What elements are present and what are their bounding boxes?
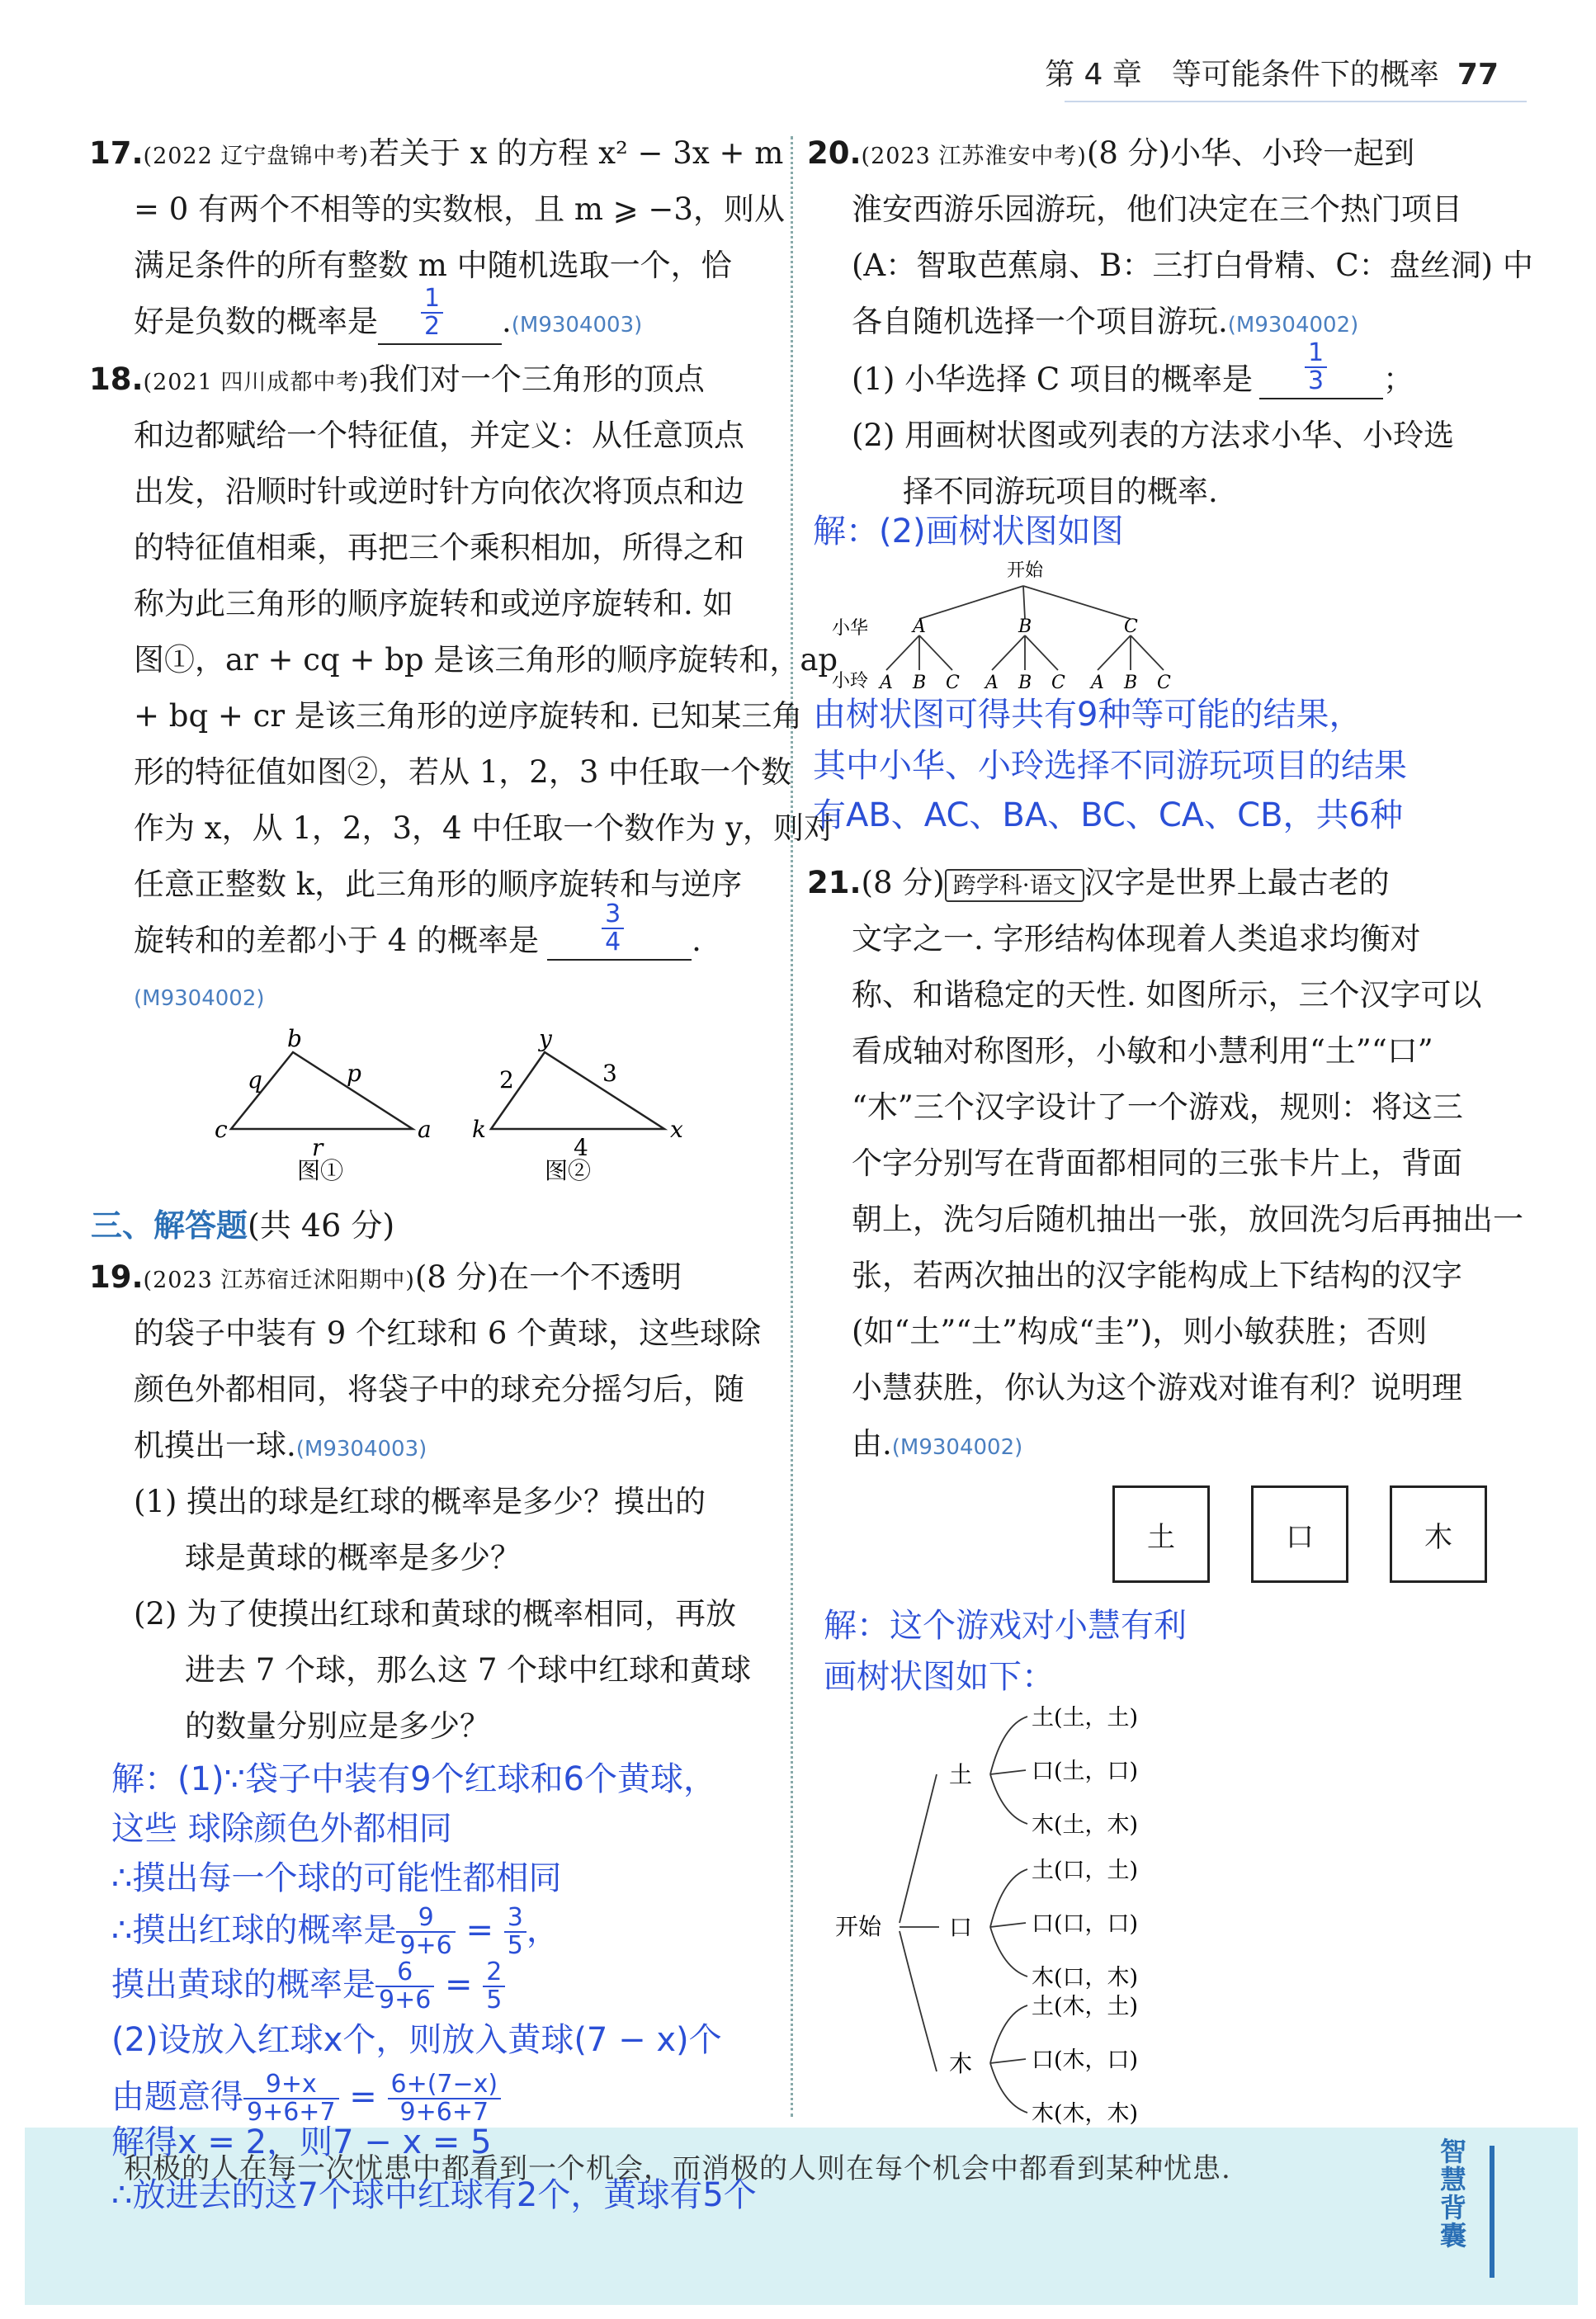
sub-question: (2) 用画树状图或列表的方法求小华、小玲选 [852, 418, 1455, 453]
sub-question: (2) 为了使摸出红球和黄球的概率相同，再放 [134, 1596, 737, 1632]
fraction: $\frac{2}{5}$ [483, 1959, 505, 2014]
question-text: 我们对一个三角形的顶点 [368, 361, 705, 397]
answer-line: 这些 球除颜色外都相同 [111, 1810, 452, 1848]
figure-2 [472, 1025, 683, 1184]
question-source: (2023 江苏淮安中考) [861, 144, 1087, 169]
question-text: (如“土”“土”构成“圭”)，则小敏获胜；否则 [852, 1314, 1428, 1349]
question-text: 作为 x，从 1，2，3，4 中任取一个数作为 y，则对 [134, 810, 834, 846]
vertex-label: k [472, 1116, 486, 1143]
question-text: 好是负数的概率是 [134, 304, 378, 339]
question-code: (M9304002) [134, 986, 265, 1011]
question-text: 各自随机选择一个项目游玩. [852, 304, 1228, 339]
answer-blank [378, 284, 502, 345]
tree-leaf: B [1018, 673, 1032, 693]
question-text: 称为此三角形的顺序旋转和或逆序旋转和. 如 [134, 586, 734, 621]
section-title: 三、解答题(共 46 分) [91, 1207, 395, 1244]
question-source: (2023 江苏宿迁沭阳期中) [143, 1268, 415, 1293]
question-text: 的袋子中装有 9 个红球和 6 个黄球，这些球除 [134, 1315, 762, 1351]
page-header [1045, 51, 1499, 93]
question-text: 朝上，洗匀后随机抽出一张，放回洗匀后再抽出一 [852, 1202, 1523, 1237]
question-score: (8 分) [861, 865, 945, 900]
tree-row-label: 小华 [832, 618, 869, 639]
tree-node: 土 [949, 1761, 973, 1788]
tree-node: A [913, 616, 926, 637]
sub-question: (1) 小华选择 C 项目的概率是 [852, 361, 1254, 397]
answer-fraction: $\frac{3}{4}$ [602, 901, 624, 956]
answer-blank [547, 900, 692, 961]
tree-leaf: 口(土，口) [1032, 1759, 1139, 1784]
answer-line: 由树状图可得共有9种等可能的结果， [813, 696, 1362, 734]
tree-leaf: 木(木，木) [1032, 2101, 1139, 2127]
card-kou: 口 [1251, 1485, 1348, 1583]
question-text: 淮安西游乐园游玩，他们决定在三个热门项目 [852, 191, 1462, 227]
question-text: 图①，ar + cq + bp 是该三角形的顺序旋转和，ap [134, 642, 838, 678]
sub-question: (1) 摸出的球是红球的概率是多少？摸出的 [134, 1484, 706, 1519]
question-text: 由. [852, 1426, 892, 1462]
question-code: (M9304003) [511, 313, 643, 338]
side-label: 3 [602, 1060, 617, 1087]
answer-line: 有AB、AC、BA、BC、CA、CB，共6种 [813, 796, 1403, 834]
fraction: $\frac{9}{9+6}$ [396, 1905, 455, 1959]
tree-leaf: B [913, 673, 927, 693]
tree-leaf: A [985, 673, 999, 693]
question-source: (2021 四川成都中考) [143, 370, 369, 395]
question-text: 旋转和的差都小于 4 的概率是 [134, 923, 540, 958]
tree-leaf: 土(木，土) [1032, 1994, 1139, 2019]
question-text: (A：智取芭蕉扇、B：三打白骨精、C：盘丝洞) 中 [852, 248, 1533, 283]
column-divider [791, 136, 793, 2117]
question-text: 在一个不透明 [498, 1259, 682, 1295]
tree-diagram-q20 [817, 553, 1197, 701]
question-number: 18. [89, 361, 144, 397]
tree-leaf: A [1091, 673, 1104, 693]
question-number: 20. [807, 135, 862, 171]
tree-leaf: C [946, 673, 960, 693]
side-label: r [312, 1134, 323, 1161]
answer-line: 由题意得 [111, 2078, 243, 2116]
fraction: $\frac{6}{9+6}$ [375, 1959, 434, 2014]
fraction: $\frac{9+x}{9+6+7}$ [243, 2071, 339, 2126]
tree-node: 木 [949, 2050, 973, 2077]
question-text: 任意正整数 k，此三角形的顺序旋转和与逆序 [134, 867, 743, 902]
answer-line: ∴放进去的这7个球中红球有2个，黄球有5个 [111, 2176, 757, 2214]
tree-row-label: 小玲 [832, 671, 869, 692]
header-rule [1065, 101, 1527, 102]
side-label: 2 [499, 1066, 514, 1093]
card-mu: 木 [1390, 1485, 1487, 1583]
sub-question: 球是黄球的概率是多少？ [185, 1540, 521, 1575]
chapter-title: 第 4 章 等可能条件下的概率 [1045, 58, 1439, 92]
question-text: 个字分别写在背面都相同的三张卡片上，背面 [852, 1145, 1462, 1181]
tree-node: C [1124, 616, 1138, 637]
answer-line: ∴摸出每一个球的可能性都相同 [111, 1859, 562, 1897]
question-text: 看成轴对称图形，小敏和小慧利用“土”“口” [852, 1033, 1433, 1069]
tree-root: 开始 [835, 1913, 882, 1940]
triangle-figures [206, 1023, 701, 1188]
answer-line: 解：(2)画树状图如图 [813, 512, 1124, 550]
tree-leaf: 木(土，木) [1032, 1812, 1139, 1838]
question-number: 21. [807, 865, 862, 900]
figure-1 [215, 1025, 432, 1184]
answer-line: 解：这个游戏对小慧有利 [824, 1607, 1187, 1645]
footer-quote: 积极的人在每一次忧患中都看到一个机会，而消极的人则在每个机会中都看到某种忧患. [124, 2152, 1231, 2185]
tree-node: B [1018, 616, 1032, 637]
triangle-2 [491, 1052, 664, 1129]
question-text: 小慧获胜，你认为这个游戏对谁有利？说明理 [852, 1370, 1462, 1405]
question-text: 小华、小玲一起到 [1170, 135, 1415, 171]
subject-tag: 跨学科·语文 [945, 869, 1084, 902]
tree-leaf: 土(口，土) [1032, 1858, 1139, 1883]
question-text: 张，若两次抽出的汉字能构成上下结构的汉字 [852, 1258, 1462, 1293]
side-label: q [248, 1066, 262, 1093]
question-text: 出发，沿顺时针或逆时针方向依次将顶点和边 [134, 474, 744, 509]
tree-leaf: B [1124, 673, 1138, 693]
side-label: 4 [574, 1134, 588, 1161]
tree-leaf: 口(木，口) [1032, 2047, 1139, 2073]
fraction: $\frac{6+(7-x)}{9+6+7}$ [388, 2071, 502, 2126]
question-text: 和边都赋给一个特征值，并定义：从任意顶点 [134, 418, 744, 453]
answer-line: 摸出黄球的概率是 [111, 1966, 375, 2004]
question-code: (M9304003) [295, 1437, 427, 1462]
question-text: 满足条件的所有整数 m 中随机选取一个，恰 [134, 248, 732, 283]
tree-leaf: 木(口，木) [1032, 1965, 1139, 1991]
vertex-label: c [215, 1116, 228, 1143]
vertex-label: y [539, 1025, 552, 1052]
answer-line: (2)设放入红球x个，则放入黄球(7 − x)个 [111, 2021, 722, 2059]
tree-leaf: 土(土，土) [1032, 1705, 1139, 1731]
tree-leaf: 口(口，口) [1032, 1911, 1139, 1937]
answer-line: 解得x = 2，则7 − x = 5 [111, 2123, 492, 2161]
question-text: = 0 有两个不相等的实数根，且 m ⩾ −3，则从 [134, 191, 785, 227]
page-number: 77 [1457, 58, 1499, 92]
tree-leaf: C [1157, 673, 1171, 693]
question-source: (2022 辽宁盘锦中考) [143, 144, 369, 169]
fraction: $\frac{3}{5}$ [504, 1905, 526, 1959]
question-number: 19. [89, 1259, 144, 1295]
tree-leaf: A [880, 673, 893, 693]
answer-blank [1259, 338, 1383, 399]
answer-line: 解：(1)∵袋子中装有9个红球和6个黄球， [111, 1760, 717, 1798]
question-text: “木”三个汉字设计了一个游戏，规则：将这三 [852, 1089, 1463, 1125]
vertex-label: b [287, 1025, 302, 1052]
question-score: (8 分) [1086, 135, 1171, 171]
question-text: 汉字是世界上最古老的 [1084, 865, 1390, 900]
question-text: 机摸出一球. [134, 1428, 296, 1463]
answer-line: ∴摸出红球的概率是 [111, 1911, 397, 1949]
question-text: 颜色外都相同，将袋子中的球充分摇匀后，随 [134, 1372, 744, 1407]
tree-leaf: C [1051, 673, 1065, 693]
tree-diagram-q21 [825, 1700, 1188, 2129]
answer-line: 画树状图如下： [824, 1658, 1055, 1696]
question-text: 文字之一. 字形结构体现着人类追求均衡对 [852, 921, 1421, 956]
answer-fraction: $\frac{1}{3}$ [1305, 340, 1327, 394]
question-score: (8 分) [414, 1259, 499, 1295]
figure-caption: 图② [545, 1157, 592, 1184]
card-tu: 土 [1112, 1485, 1210, 1583]
question-text: 若关于 x 的方程 x² − 3x + m [368, 135, 784, 171]
side-label: p [347, 1060, 361, 1087]
answer-line: 其中小华、小玲选择不同游玩项目的结果 [813, 747, 1407, 785]
footer-brand: 智慧背囊 [1440, 2136, 1467, 2251]
sub-question: 进去 7 个球，那么这 7 个球中红球和黄球 [185, 1652, 752, 1688]
question-text: 形的特征值如图②，若从 1，2，3 中任取一个数 [134, 754, 792, 790]
vertex-label: a [418, 1116, 432, 1143]
question-text: + bq + cr 是该三角形的逆序旋转和. 已知某三角 [134, 698, 803, 734]
vertex-label: x [670, 1116, 683, 1143]
tree-node: 口 [949, 1914, 973, 1941]
question-code: (M9304002) [1227, 313, 1359, 338]
sub-question: 择不同游玩项目的概率. [903, 474, 1218, 509]
answer-fraction: $\frac{1}{2}$ [421, 286, 443, 340]
question-text: 的特征值相乘，再把三个乘积相加，所得之和 [134, 530, 744, 565]
question-number: 17. [89, 135, 144, 171]
question-code: (M9304002) [891, 1435, 1023, 1460]
footer-brand-bar [1490, 2146, 1494, 2278]
question-text: 称、和谐稳定的天性. 如图所示，三个汉字可以 [852, 977, 1482, 1013]
figure-caption: 图① [297, 1157, 344, 1184]
tree-root: 开始 [1007, 560, 1044, 581]
sub-question: 的数量分别应是多少？ [185, 1708, 490, 1744]
